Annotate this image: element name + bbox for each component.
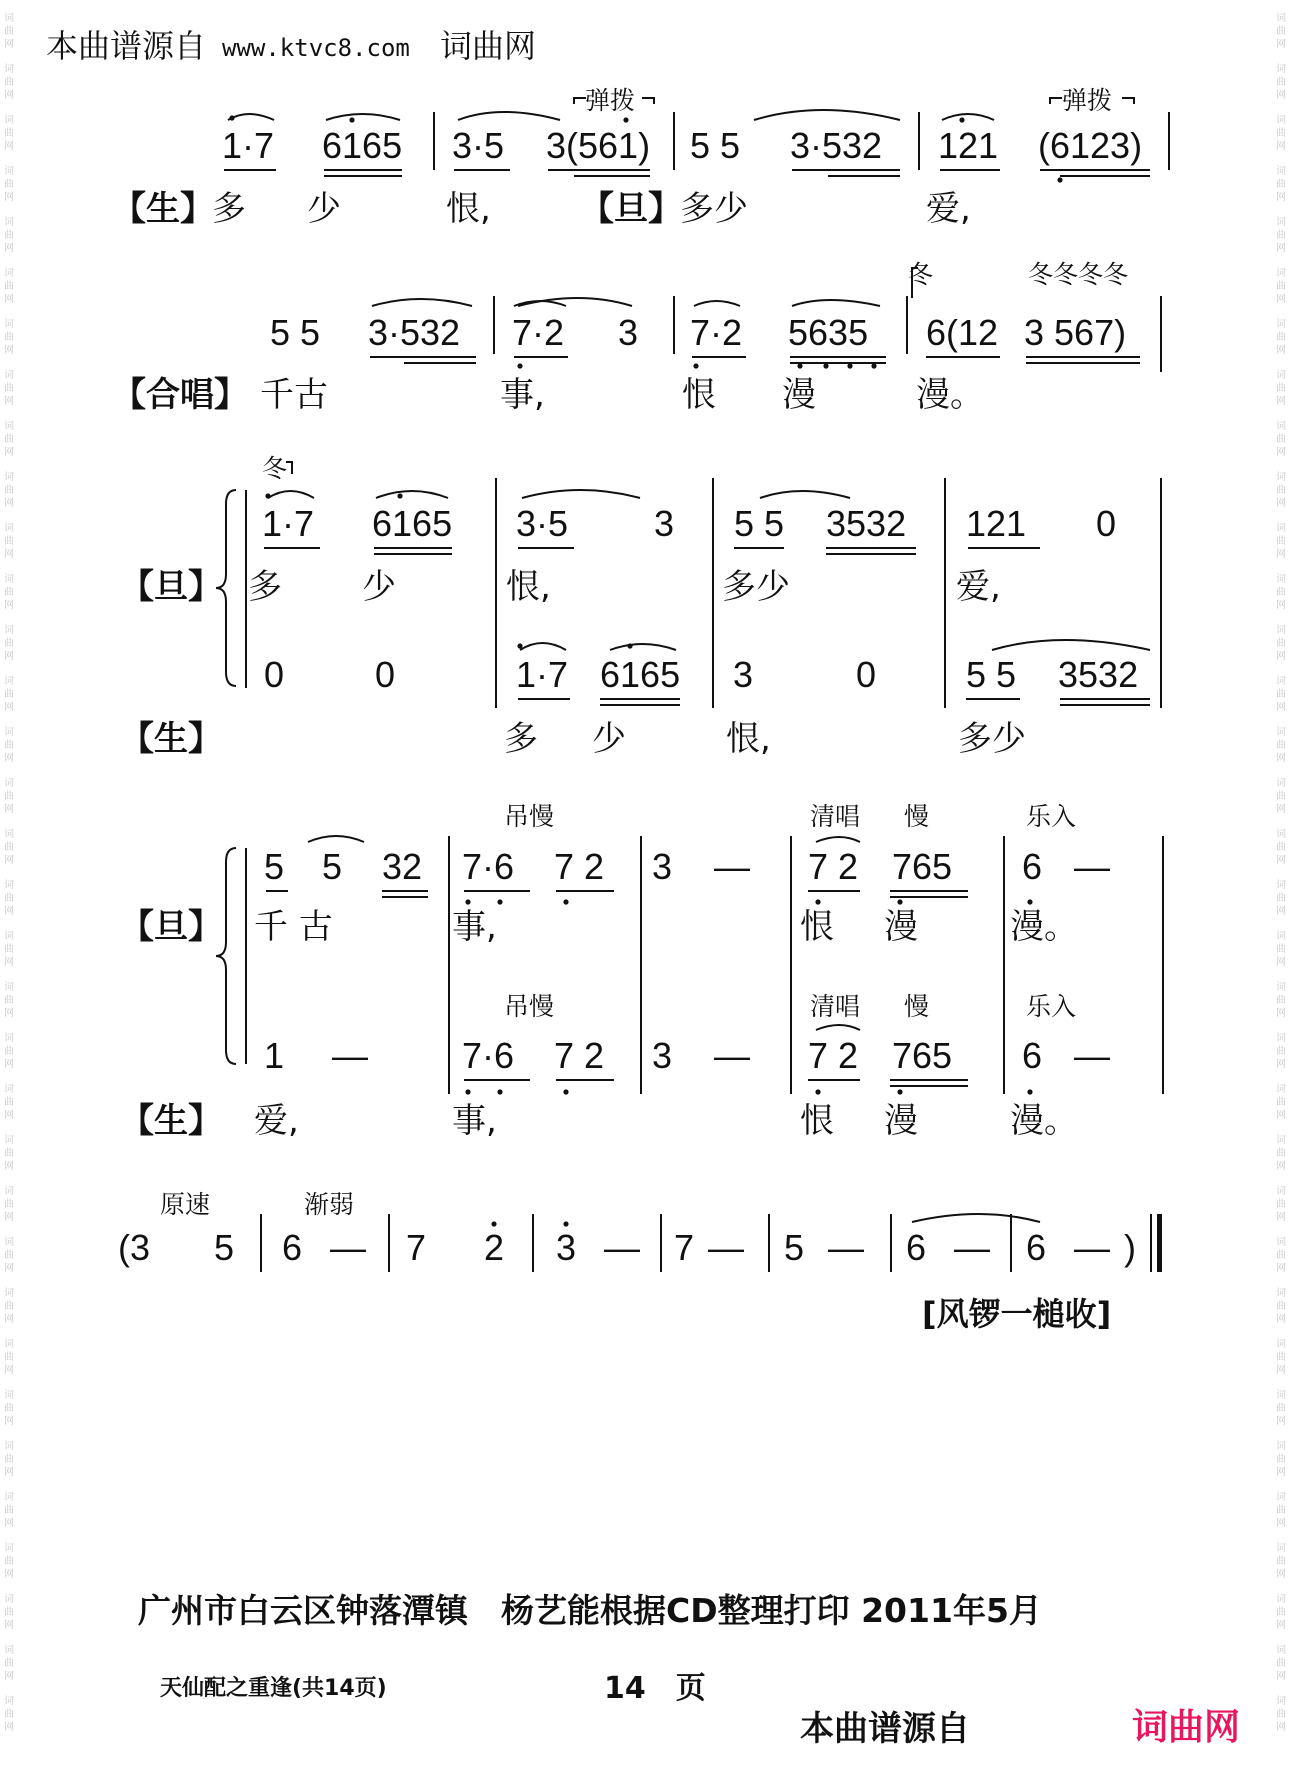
note: — bbox=[954, 1227, 990, 1268]
mark-dong: 冬 bbox=[262, 454, 288, 483]
note-group: — bbox=[332, 1035, 368, 1076]
note-group: 7·6 bbox=[462, 846, 515, 887]
edge-watermark-mark: 词 曲 网 bbox=[4, 676, 14, 713]
role-label-hechang: 【合唱】 bbox=[112, 375, 248, 415]
note-group: 7 2 bbox=[554, 846, 605, 887]
lyric: 事, bbox=[452, 1101, 497, 1141]
note-group: 3 bbox=[652, 1035, 673, 1076]
note: 3 bbox=[556, 1227, 577, 1268]
note-group: — bbox=[714, 1035, 750, 1076]
lyric: 多 bbox=[212, 189, 246, 229]
edge-watermark-mark: 词 曲 网 bbox=[1276, 1441, 1286, 1478]
edge-watermark-mark: 词 曲 网 bbox=[4, 1288, 14, 1325]
edge-watermark-mark: 词 曲 网 bbox=[1276, 472, 1286, 509]
lyric: 漫 bbox=[782, 375, 816, 415]
edge-watermark-mark: 词 曲 网 bbox=[1276, 931, 1286, 968]
role-label-dan: 【旦】 bbox=[120, 567, 222, 607]
lyric: 恨, bbox=[726, 719, 771, 759]
note-group: — bbox=[1074, 846, 1110, 887]
edge-watermark-mark: 词 曲 网 bbox=[1276, 574, 1286, 611]
edge-watermark-mark: 词 曲 网 bbox=[4, 166, 14, 203]
note-group: (6123) bbox=[1038, 125, 1143, 166]
lyric: 恨 bbox=[682, 375, 716, 415]
note: — bbox=[708, 1227, 744, 1268]
note-group: 5 bbox=[322, 846, 343, 887]
note-group: 6 bbox=[1022, 846, 1043, 887]
edge-watermark-mark: 词 曲 网 bbox=[1276, 421, 1286, 458]
footer-source: 本曲谱源自 bbox=[800, 1709, 970, 1749]
edge-watermark-mark: 词 曲 网 bbox=[4, 421, 14, 458]
lyric: 恨, bbox=[446, 189, 491, 229]
note-group: 6 bbox=[1022, 1035, 1043, 1076]
edge-watermark-mark: 词 曲 网 bbox=[4, 1135, 14, 1172]
edge-watermark-mark: 词 曲 网 bbox=[4, 1084, 14, 1121]
mark-qingchang: 清唱 bbox=[810, 992, 861, 1021]
lyric: 多少 bbox=[958, 719, 1026, 759]
note: 7 bbox=[406, 1227, 427, 1268]
note-group: 0 bbox=[856, 654, 877, 695]
role-label-sheng: 【生】 bbox=[120, 719, 222, 759]
lyric: 千 古 bbox=[254, 907, 333, 947]
note-group: 3·532 bbox=[368, 312, 461, 353]
note-group: 1·7 bbox=[516, 654, 569, 695]
edge-watermark-mark: 词 曲 网 bbox=[4, 1696, 14, 1733]
note-group: 5 5 bbox=[690, 125, 741, 166]
lyric: 漫。 bbox=[916, 375, 984, 415]
footer-site-logo[interactable]: 词曲网 bbox=[1132, 1707, 1241, 1748]
edge-watermark-mark: 词 曲 网 bbox=[1276, 1033, 1286, 1070]
edge-watermark-mark: 词 曲 网 bbox=[4, 1237, 14, 1274]
mark-man: 慢 bbox=[904, 802, 930, 831]
role-label-sheng: 【生】 bbox=[120, 1101, 222, 1141]
mark-qingchang: 清唱 bbox=[810, 802, 861, 831]
note: — bbox=[604, 1227, 640, 1268]
lyric: 事, bbox=[500, 375, 545, 415]
edge-watermark-mark: 词 曲 网 bbox=[4, 829, 14, 866]
edge-watermark-mark: 词 曲 网 bbox=[1276, 1696, 1286, 1733]
edge-watermark-mark: 词 曲 网 bbox=[1276, 1288, 1286, 1325]
edge-watermark-mark: 词 曲 网 bbox=[1276, 319, 1286, 356]
note: — bbox=[828, 1227, 864, 1268]
note: (3 bbox=[118, 1227, 151, 1268]
lyric: 漫。 bbox=[1010, 1101, 1078, 1141]
edge-watermark-mark: 词 曲 网 bbox=[1276, 1135, 1286, 1172]
note: — bbox=[330, 1227, 366, 1268]
mark-leru: 乐入 bbox=[1026, 992, 1077, 1021]
note-group: 6(12 bbox=[926, 312, 999, 353]
edge-watermark-mark: 词 曲 网 bbox=[1276, 1084, 1286, 1121]
note-group: 3 567) bbox=[1024, 312, 1127, 353]
note-group: 5 bbox=[264, 846, 285, 887]
mark-tanbo: 弹拨 bbox=[585, 86, 636, 115]
edge-watermark-mark: 词 曲 网 bbox=[1276, 217, 1286, 254]
mark-yuansu: 原速 bbox=[160, 1190, 211, 1219]
edge-watermark-mark: 词 曲 网 bbox=[1276, 13, 1286, 50]
header-site-name[interactable]: 词曲网 bbox=[440, 27, 537, 65]
note: 6 bbox=[906, 1227, 927, 1268]
lyric: 多 bbox=[248, 567, 282, 607]
lyric: 事, bbox=[452, 907, 497, 947]
note-group: 6165 bbox=[372, 503, 453, 544]
edge-watermark-mark: 词 曲 网 bbox=[1276, 1594, 1286, 1631]
note: 6 bbox=[282, 1227, 303, 1268]
edge-watermark-mark: 词 曲 网 bbox=[1276, 625, 1286, 662]
note-group: 0 bbox=[264, 654, 285, 695]
note-group: 7 2 bbox=[808, 846, 859, 887]
mark-leru: 乐入 bbox=[1026, 802, 1077, 831]
edge-watermark-mark: 词 曲 网 bbox=[4, 1339, 14, 1376]
note-group: — bbox=[714, 846, 750, 887]
note-group: 3 bbox=[652, 846, 673, 887]
edge-watermark-mark: 词 曲 网 bbox=[4, 1492, 14, 1529]
note-group: 121 bbox=[966, 503, 1027, 544]
edge-watermark-mark: 词 曲 网 bbox=[4, 625, 14, 662]
header-url[interactable]: www.ktvc8.com bbox=[222, 34, 410, 62]
edge-watermark-mark: 词 曲 网 bbox=[4, 880, 14, 917]
note-group: 7 2 bbox=[554, 1035, 605, 1076]
lyric: 漫。 bbox=[1010, 907, 1078, 947]
note-group: 5 5 bbox=[734, 503, 785, 544]
edge-watermark-mark: 词 曲 网 bbox=[1276, 1390, 1286, 1427]
edge-watermark-mark: 词 曲 网 bbox=[4, 574, 14, 611]
lyric: 少 bbox=[592, 719, 626, 759]
note-group: 765 bbox=[892, 1035, 953, 1076]
edge-watermark-mark: 词 曲 网 bbox=[4, 1186, 14, 1223]
edge-watermark-mark: 词 曲 网 bbox=[1276, 727, 1286, 764]
edge-watermark-mark: 词 曲 网 bbox=[1276, 523, 1286, 560]
note: 5 bbox=[214, 1227, 235, 1268]
note-group: 3·5 bbox=[516, 503, 569, 544]
ending-instruction: [风锣一槌收] bbox=[922, 1295, 1112, 1333]
lyric: 多少 bbox=[722, 567, 790, 607]
edge-watermark-mark: 词 曲 网 bbox=[4, 1441, 14, 1478]
note-group: 3·5 bbox=[452, 125, 505, 166]
role-label-dan: 【旦】 bbox=[120, 907, 222, 947]
lyric: 爱, bbox=[254, 1101, 299, 1141]
footer-title: 天仙配之重逢(共14页) bbox=[160, 1676, 387, 1701]
lyric: 爱, bbox=[926, 189, 971, 229]
note-group: 3(561) bbox=[546, 125, 651, 166]
note: — bbox=[1074, 1227, 1110, 1268]
note-group: 3 bbox=[618, 312, 639, 353]
edge-watermark-mark: 词 曲 网 bbox=[1276, 1543, 1286, 1580]
edge-watermark-mark: 词 曲 网 bbox=[1276, 829, 1286, 866]
edge-watermark-mark: 词 曲 网 bbox=[4, 1390, 14, 1427]
edge-watermark-mark: 词 曲 网 bbox=[4, 1645, 14, 1682]
note-group: 0 bbox=[375, 654, 396, 695]
lyric: 爱, bbox=[956, 567, 1001, 607]
edge-watermark-mark: 词 曲 网 bbox=[4, 319, 14, 356]
lyric: 多少 bbox=[680, 189, 748, 229]
edge-watermark-mark: 词 曲 网 bbox=[4, 268, 14, 305]
note-group: 3 bbox=[733, 654, 754, 695]
note: 7 bbox=[674, 1227, 695, 1268]
role-label-dan: 【旦】 bbox=[580, 189, 682, 229]
edge-watermark-mark: 词 曲 网 bbox=[1276, 1339, 1286, 1376]
note-group: 765 bbox=[892, 846, 953, 887]
note-group: 7·6 bbox=[462, 1035, 515, 1076]
edge-watermark-mark: 词 曲 网 bbox=[4, 523, 14, 560]
edge-watermark-mark: 词 曲 网 bbox=[1276, 268, 1286, 305]
edge-watermark-mark: 词 曲 网 bbox=[1276, 1645, 1286, 1682]
note: ) bbox=[1124, 1227, 1136, 1268]
edge-watermark-mark: 词 曲 网 bbox=[1276, 982, 1286, 1019]
edge-watermark-mark: 词 曲 网 bbox=[4, 1543, 14, 1580]
note-group: — bbox=[1074, 1035, 1110, 1076]
mark-dong-roll: 冬冬冬冬 bbox=[1028, 260, 1129, 289]
header-source: 本曲谱源自 bbox=[46, 27, 207, 65]
note-group: 7·2 bbox=[512, 312, 565, 353]
edge-watermark-mark: 词 曲 网 bbox=[1276, 115, 1286, 152]
mark-dong: 冬 bbox=[908, 260, 934, 289]
note-group: 5635 bbox=[788, 312, 869, 353]
lyric: 少 bbox=[362, 567, 396, 607]
note: 6 bbox=[1026, 1227, 1047, 1268]
lyric: 漫 bbox=[884, 907, 918, 947]
lyric: 少 bbox=[307, 189, 341, 229]
edge-watermark-mark: 词 曲 网 bbox=[4, 217, 14, 254]
edge-watermark-mark: 词 曲 网 bbox=[4, 115, 14, 152]
note-group: 1·7 bbox=[262, 503, 315, 544]
edge-watermark-mark: 词 曲 网 bbox=[4, 1594, 14, 1631]
note-group: 0 bbox=[1096, 503, 1117, 544]
mark-man: 慢 bbox=[904, 992, 930, 1021]
edge-watermark-mark: 词 曲 网 bbox=[1276, 166, 1286, 203]
lyric: 恨 bbox=[800, 907, 834, 947]
note: 2 bbox=[484, 1227, 505, 1268]
edge-watermark-mark: 词 曲 网 bbox=[4, 727, 14, 764]
edge-watermark-mark: 词 曲 网 bbox=[1276, 370, 1286, 407]
page-number: 14 页 bbox=[604, 1671, 706, 1706]
lyric: 恨 bbox=[800, 1101, 834, 1141]
note-group: 3532 bbox=[826, 503, 907, 544]
note-group: 5 5 bbox=[966, 654, 1017, 695]
mark-jianruo: 渐弱 bbox=[304, 1190, 355, 1219]
note-group: 32 bbox=[382, 846, 423, 887]
edge-watermark-mark: 词 曲 网 bbox=[1276, 880, 1286, 917]
note-group: 121 bbox=[938, 125, 999, 166]
edge-watermark-mark: 词 曲 网 bbox=[1276, 1186, 1286, 1223]
mark-diaoman: 吊慢 bbox=[504, 992, 555, 1021]
lyric: 多 bbox=[504, 719, 538, 759]
edge-watermark-mark: 词 曲 网 bbox=[4, 472, 14, 509]
mark-diaoman: 吊慢 bbox=[504, 802, 555, 831]
note-group: 6165 bbox=[600, 654, 681, 695]
note-group: 6165 bbox=[322, 125, 403, 166]
mark-tanbo: 弹拨 bbox=[1062, 86, 1113, 115]
note-group: 7·2 bbox=[690, 312, 743, 353]
edge-watermark-mark: 词 曲 网 bbox=[1276, 1492, 1286, 1529]
edge-watermark-mark: 词 曲 网 bbox=[4, 931, 14, 968]
lyric: 恨, bbox=[506, 567, 551, 607]
edge-watermark-mark: 词 曲 网 bbox=[1276, 676, 1286, 713]
edge-watermark-mark: 词 曲 网 bbox=[4, 778, 14, 815]
lyric: 漫 bbox=[884, 1101, 918, 1141]
note-group: 5 5 bbox=[270, 312, 321, 353]
note-group: 7 2 bbox=[808, 1035, 859, 1076]
edge-watermark-mark: 词 曲 网 bbox=[4, 370, 14, 407]
role-label-sheng: 【生】 bbox=[112, 189, 214, 229]
edge-watermark-mark: 词 曲 网 bbox=[1276, 64, 1286, 101]
note: 5 bbox=[784, 1227, 805, 1268]
edge-watermark-mark: 词 曲 网 bbox=[4, 982, 14, 1019]
edge-watermark-mark: 词 曲 网 bbox=[4, 13, 14, 50]
lyric: 千古 bbox=[260, 375, 328, 415]
note-group: 3·532 bbox=[790, 125, 883, 166]
edge-watermark-mark: 词 曲 网 bbox=[4, 64, 14, 101]
note-group: 3532 bbox=[1058, 654, 1139, 695]
note-group: 3 bbox=[654, 503, 675, 544]
note-group: 1·7 bbox=[222, 125, 275, 166]
footer-credit: 广州市白云区钟落潭镇 杨艺能根据CD整理打印 2011年5月 bbox=[138, 1591, 1042, 1630]
edge-watermark-mark: 词 曲 网 bbox=[1276, 1237, 1286, 1274]
edge-watermark-mark: 词 曲 网 bbox=[4, 1033, 14, 1070]
note-group: 1 bbox=[264, 1035, 285, 1076]
edge-watermark-mark: 词 曲 网 bbox=[1276, 778, 1286, 815]
